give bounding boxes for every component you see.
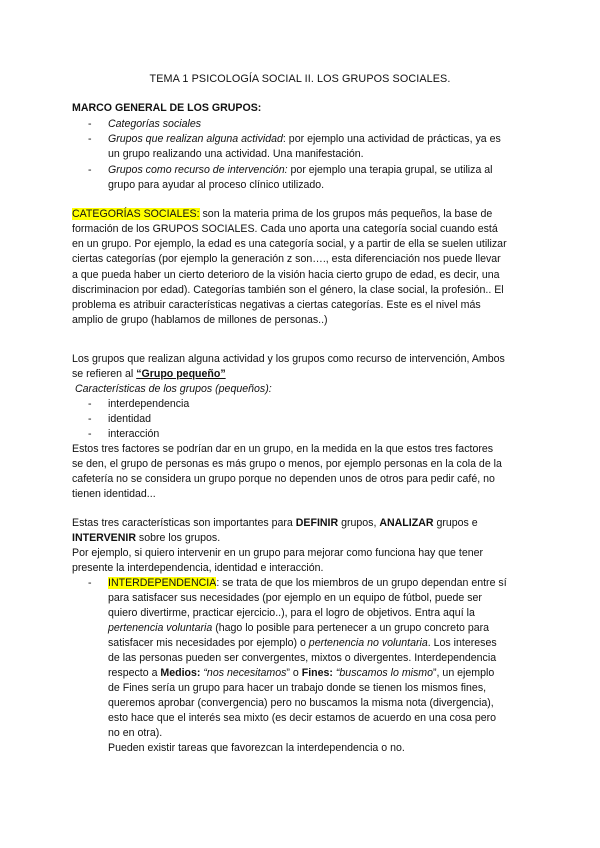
document-title: TEMA 1 PSICOLOGÍA SOCIAL II. LOS GRUPOS SOCIALES.	[149, 73, 451, 85]
categorias-line: ciertas categorías (por ejemplo la generación z son…., esta diferenciación nos puede llevar	[72, 253, 501, 265]
categorias-line: a que pueda haber un cierto deterioro de la visión hacia cierto grupo de edad, es decir, una	[72, 269, 500, 281]
pequeno-para: se den, el grupo de personas es más grupo o menos, por ejemplo personas en la cola de la	[72, 458, 502, 470]
interdep-line: pertenencia voluntaria (hago lo posible para pertenecer a un grupo concreto para	[108, 622, 490, 634]
interdep-line: Pueden existir tareas que favorezcan la interdependencia o no.	[108, 742, 405, 754]
bullet-dash: -	[88, 413, 92, 425]
bullet-dash: -	[88, 428, 92, 440]
caracteristica-item: identidad	[108, 413, 152, 425]
pequeno-para: tienen identidad...	[72, 488, 156, 500]
categorias-line: amplio de grupo (hablamos de millones de personas..)	[72, 314, 328, 326]
caract-line-4: presente la interdependencia, identidad e interacción.	[72, 562, 324, 574]
caract-line-1: Estas tres características son importantes para DEFINIR grupos, ANALIZAR grupos e	[72, 517, 478, 529]
pequeno-para: cafetería no se considera un grupo porque no dependen unos de otros para pedir café, no	[72, 473, 495, 485]
pequeno-line-2: se refieren al “Grupo pequeño”	[72, 368, 226, 380]
categorias-line: problema es atribuir características negativas a ciertas categorías. Este es el nivel más	[72, 299, 481, 311]
bullet-dash: -	[88, 133, 92, 145]
bullet-dash: -	[88, 164, 92, 176]
marco-item-1: Categorías sociales	[108, 118, 202, 130]
categorias-line: discriminacion por edad). Categorías también son el género, la clase social, la profesión.. El	[72, 284, 504, 296]
marco-heading: MARCO GENERAL DE LOS GRUPOS:	[72, 102, 262, 114]
marco-item-2: Grupos que realizan alguna actividad: por ejemplo una actividad de prácticas, ya es	[108, 133, 501, 145]
interdep-line: quiero divertirme, practicar ejercicio..), para el logro de objetivos. Entra aquí la	[108, 607, 475, 619]
interdep-line: de las personas pueden ser convergentes, mixtos o divergentes. Interdependencia	[108, 652, 497, 664]
bullet-dash: -	[88, 398, 92, 410]
categorias-line-1: CATEGORÍAS SOCIALES: son la materia prima de los grupos más pequeños, la base de	[72, 208, 493, 220]
interdep-line: satisfacer mis necesidades por ejemplo) o pertenencia no voluntaria. Los intereses	[108, 637, 497, 649]
bullet-dash: -	[88, 118, 92, 130]
interdep-line: INTERDEPENDENCIA: se trata de que los miembros de un grupo dependan entre sí	[108, 577, 507, 589]
marco-item-3: Grupos como recurso de intervención: por ejemplo una terapia grupal, se utiliza al	[108, 164, 493, 176]
bullet-dash: -	[88, 577, 92, 589]
marco-item-3-cont: grupo para ayudar al proceso clínico utilizado.	[108, 179, 325, 191]
interdep-line: queremos aprobar (convergencia) pero no buscamos la misma nota (divergencia),	[108, 697, 494, 709]
pequeno-sub: Características de los grupos (pequeños):	[75, 383, 272, 395]
caract-line-2: INTERVENIR sobre los grupos.	[72, 532, 221, 544]
categorias-line: formación de los GRUPOS SOCIALES. Cada uno aporta una categoría social cuando está	[72, 223, 498, 235]
marco-item-2-cont: un grupo realizando una actividad. Una manifestación.	[108, 148, 364, 160]
interdep-line: respecto a Medios: “nos necesitamos” o Fines: “buscamos lo mismo”, un ejemplo	[108, 667, 495, 679]
caracteristica-item: interdependencia	[108, 398, 190, 410]
interdep-line: para satisfacer sus necesidades (por ejemplo en un equipo de fútbol, puede ser	[108, 592, 482, 604]
pequeno-line-1: Los grupos que realizan alguna actividad y los grupos como recurso de intervención, Ambos	[72, 353, 505, 365]
interdep-line: de Fines sería un grupo para hacer un trabajo donde se tienen los mismos fines,	[108, 682, 487, 694]
categorias-label: CATEGORÍAS SOCIALES:	[72, 208, 200, 220]
categorias-line: en un grupo. Por ejemplo, la edad es una categoría social, y a partir de ella se suelen utilizar	[72, 238, 507, 250]
interdep-line: esto hace que el interés sea mixto (es decir estamos de acuerdo en una cosa pero	[108, 712, 497, 724]
interdependencia-label: INTERDEPENDENCIA	[108, 577, 217, 589]
pequeno-para: Estos tres factores se podrían dar en un grupo, en la medida en la que estos tres factores	[72, 443, 494, 455]
interdep-line: no en otra).	[108, 727, 163, 739]
caract-line-3: Por ejemplo, si quiero intervenir en un grupo para mejorar como funciona hay que tener	[72, 547, 484, 559]
caracteristica-item: interacción	[108, 428, 160, 440]
